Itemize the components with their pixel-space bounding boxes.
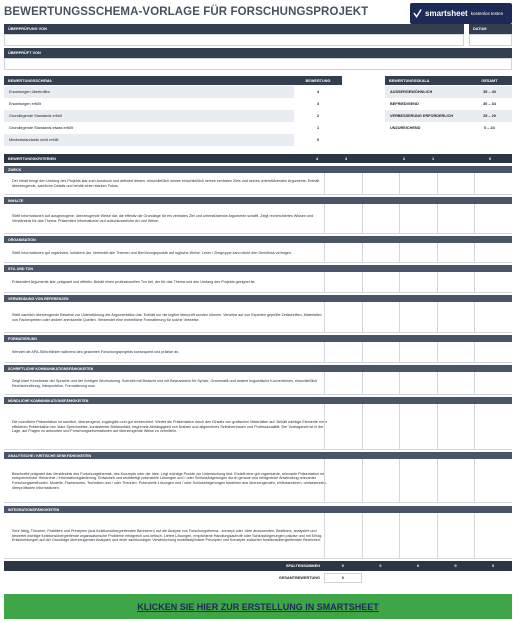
date-header: DATUM bbox=[469, 24, 512, 34]
score-cells[interactable] bbox=[324, 404, 512, 450]
column-sums-label: SPALTENSUMMEN bbox=[285, 564, 320, 568]
page-title: BEWERTUNGSSCHEMA-VORLAGE FÜR FORSCHUNGSPROJEKT bbox=[4, 6, 369, 18]
score-cells[interactable] bbox=[324, 459, 512, 503]
scheme-row-score: 0 bbox=[316, 138, 320, 142]
scheme-row-score: 4 bbox=[316, 90, 320, 94]
criteria-col-0: 0 bbox=[488, 156, 492, 161]
date-field[interactable] bbox=[469, 34, 512, 46]
smartsheet-logo-button[interactable] bbox=[410, 3, 512, 24]
reviewer-header: ÜBERPRÜFT VON bbox=[4, 48, 512, 58]
section-title: MÜNDLICHE KOMMUNIKATIONSFÄHIGKEITEN bbox=[4, 397, 512, 404]
total-score-label: GESAMTBEWERTUNG bbox=[278, 576, 320, 580]
section-text: Sehr fähig, Theorien, Praktiken und Prinzipien (aus funktionsübergreifenden Bereichen) auf die Analyse von Forschungsthema, -konzept oder -idee anzuwenden. Bestimmt, analysiert und bewertet wichtige funktionsübergreifende organisatorische Probleme erfolgreich und kritisch. Liefert Lösungen, empfohlene Handlungsaufrufe oder Schlussfolgerungen präzise und mit Erfolg. Entscheidungen auf der Grundlage überzeugender Analysen und einer sachkundigen Verwirklichung multidisziplinärer Prinzipien und Konzepte zwischen funktionsübergreifenden Bereichen. bbox=[12, 529, 323, 543]
section-text: Zeigt klare Kenntnisse der Sprache und der richtigen Wortnutzung. Schreibt mit Bedacht und mit Bewusstsein für Syntax, Grammatik und andere linguistische Konventionen, einschließlich Rechtschreibung, Interpunktion, Formatierung usw. bbox=[12, 378, 318, 388]
score-cells[interactable] bbox=[324, 243, 512, 263]
score-cells[interactable] bbox=[324, 513, 512, 559]
section-title: SCHRIFTLICHE KOMMUNIKATIONSFÄHIGKEITEN bbox=[4, 365, 512, 372]
scale-row-label: VERBESSERUNG ERFORDERLICH bbox=[385, 110, 467, 122]
scheme-row-label: Grundlegende Standards erfüllt bbox=[4, 110, 294, 122]
score-cells[interactable] bbox=[324, 272, 512, 293]
scheme-row-score: 2 bbox=[316, 114, 320, 118]
scale-total-header: GESAMT bbox=[467, 76, 512, 85]
section-title: STIL UND TON bbox=[4, 265, 512, 272]
section-title: ORGANISATION bbox=[4, 236, 512, 243]
score-cells[interactable] bbox=[324, 173, 512, 195]
total-score-value: 0 bbox=[324, 573, 362, 583]
logo-wordmark: smartsheet bbox=[425, 9, 468, 18]
create-in-smartsheet-link[interactable] bbox=[4, 594, 512, 619]
scale-header: BEWERTUNGSSKALA bbox=[385, 76, 467, 85]
section-row bbox=[4, 204, 512, 234]
criteria-col-1: 1 bbox=[431, 156, 435, 161]
scheme-row-label: Erwartungen übertroffen bbox=[4, 86, 294, 98]
section-row bbox=[4, 243, 512, 263]
section-row bbox=[4, 302, 512, 333]
reviewed-of-header: ÜBERPRÜFUNG VON bbox=[4, 24, 464, 34]
smartsheet-logo-icon bbox=[413, 8, 422, 20]
scale-row-range: 25 – 29 bbox=[467, 110, 512, 122]
section-text: Der Inhalt bringt den Umfang des Projekts klar zum Ausdruck und definiert diesen, einschließlich seines einschließlich seines zentralen Ziels und seines unterstützenden Arguments. Enthält überzeugende, sachliche Details und behält einen starken Fokus. bbox=[12, 179, 320, 188]
scheme-row-label: Mindeststandards nicht erfüllt bbox=[4, 134, 294, 146]
criteria-col-4: 4 bbox=[315, 156, 319, 161]
score-cells[interactable] bbox=[324, 372, 512, 395]
section-row bbox=[4, 513, 512, 559]
section-row bbox=[4, 459, 512, 503]
scale-row-range: 30 – 34 bbox=[483, 102, 496, 106]
section-text: Beschreibt prägnant das Verständnis des Forschungsthemas, des Konzepts oder der Idee. Legt wichtige Punkte zur Untersuchung fest. Erstellt eine gut organisierte, relevante Präsentation mit entsprechender Hierarchie / Informationsgliederung. Entwickelt und rechtfertigt potenzielle Lösungen und / oder Schlussfolgerungen durch genaue und erfolgreiche Anwendung relevanter Forschungsmethoden, Modelle, Frameworks, Techniken und / oder Theorien. Potenzielle Lösungen und / oder Schlussfolgerungen bestehen aus überzeugenden, einflussreichen, umfassenden, überprüfbaren Informationen. bbox=[12, 471, 327, 490]
section-title: INTEGRATIONSFÄHIGKEITEN bbox=[4, 506, 512, 513]
column-sum-2: 0 bbox=[416, 564, 420, 568]
column-sum-0: 0 bbox=[492, 564, 495, 568]
section-title: ANALYTISCHE / KRITISCHE DENKFÄHIGKEITEN bbox=[4, 452, 512, 459]
criteria-header-label: BEWERTUNGSKRITERIEN bbox=[8, 156, 56, 161]
scheme-header: BEWERTUNGSSCHEMA bbox=[4, 76, 294, 85]
column-sum-3: 0 bbox=[379, 564, 382, 568]
cta-label: KLICKEN SIE HIER ZUR ERSTELLUNG IN SMARTSHEET bbox=[137, 601, 379, 612]
section-row bbox=[4, 404, 512, 450]
section-row bbox=[4, 372, 512, 395]
section-title: FORMATIERUNG bbox=[4, 335, 512, 342]
section-row bbox=[4, 272, 512, 293]
section-text: Stellt sachlich überzeugende Beweise zur Unterstützung der Argumentation dar. Enthält nur die legitim überprüft worden können. Verweist auf von Experten geprüfte Zeitschriften, Materialien von Fachexperten oder andere anerkannte Quellen. Verwendet eine einheitliche Formatierung für solche Verweise. bbox=[12, 312, 322, 322]
section-row bbox=[4, 342, 512, 363]
criteria-col-3: 3 bbox=[344, 156, 348, 161]
scheme-row-score: 1 bbox=[316, 126, 320, 130]
section-title: VERWENDUNG VON REFERENZEN bbox=[4, 295, 512, 302]
scheme-row-label: Erwartungen erfüllt bbox=[9, 102, 41, 106]
scheme-row-label: Grundlegende Standards etwas erfüllt bbox=[9, 126, 73, 130]
section-text: Die mündliche Präsentation ist sachlich, überzeugend, zugänglich und gut recherchiert. Wertet die Präsentation durch den Einsatz von grafischen Materialien auf. Behält wichtige Elemente einer effektiven Präsentation bei: klare Sprechweise, konsistenter Blickkontakt, begrenzte Abhängigkeit von Notizen und allgemeines Selbstvertrauen und Professionalität. Der Vortragende ist in der Lage, auf Fragen zu antworten und Forschungsinformationen auf überzeugende Weise zu vermitteln. bbox=[12, 420, 328, 434]
reviewed-of-field[interactable] bbox=[4, 34, 464, 46]
scale-row-range: 0 – 24 bbox=[484, 126, 495, 130]
scale-row-label: BEFRIEDIGEND bbox=[390, 102, 419, 106]
column-sum-1: 0 bbox=[454, 564, 457, 568]
scale-row-label: UNZUREICHEND bbox=[390, 126, 421, 130]
score-cells[interactable] bbox=[324, 204, 512, 234]
section-title: INHALTE bbox=[4, 197, 512, 204]
section-text: Präsentiert Argumente klar, prägnant und effektiv. Behält einen professionellen Ton bei, der für das Thema und den Umfang des Projekts geeignet ist. bbox=[12, 280, 256, 285]
column-sum-4: 0 bbox=[341, 564, 344, 568]
scheme-row-score: 3 bbox=[316, 102, 320, 106]
section-text: Stellt Informationen auf ausgewogene, überzeugende Weise dar, die effektiv die Grundlage für ein zentrales Ziel und unterstützende Argumente schafft. Zeigt recherchiertes Wissen und Verständnis für das Thema. Präsentiert Informationen auf aufschlussreiche Art und Weise. bbox=[12, 214, 314, 223]
section-row bbox=[4, 173, 512, 195]
logo-subtitle: kostenlos testen bbox=[470, 11, 504, 16]
reviewer-field[interactable] bbox=[4, 58, 512, 70]
score-cells[interactable] bbox=[324, 342, 512, 363]
score-cells[interactable] bbox=[324, 302, 512, 333]
section-title: ZWECK bbox=[4, 166, 512, 173]
scale-row-range: 35 – 40 bbox=[467, 86, 512, 98]
section-text: Stellt Informationen gut organisiert, kohärent dar. Verbindet alle Themen und Berührungspunkte auf logische Weise. Leser / Zielgruppe kann leicht den Denkfluss verfolgen. bbox=[12, 250, 292, 255]
section-text: Wendet die APA-Stilrichtlinien während des gesamten Forschungsprojekts konsequent und präzise an. bbox=[12, 350, 180, 355]
scheme-score-header: BEWERTUNG bbox=[294, 76, 342, 85]
scale-row-label: AUSSERGEWÖHNLICH bbox=[385, 86, 467, 98]
criteria-col-2: 2 bbox=[402, 156, 406, 161]
